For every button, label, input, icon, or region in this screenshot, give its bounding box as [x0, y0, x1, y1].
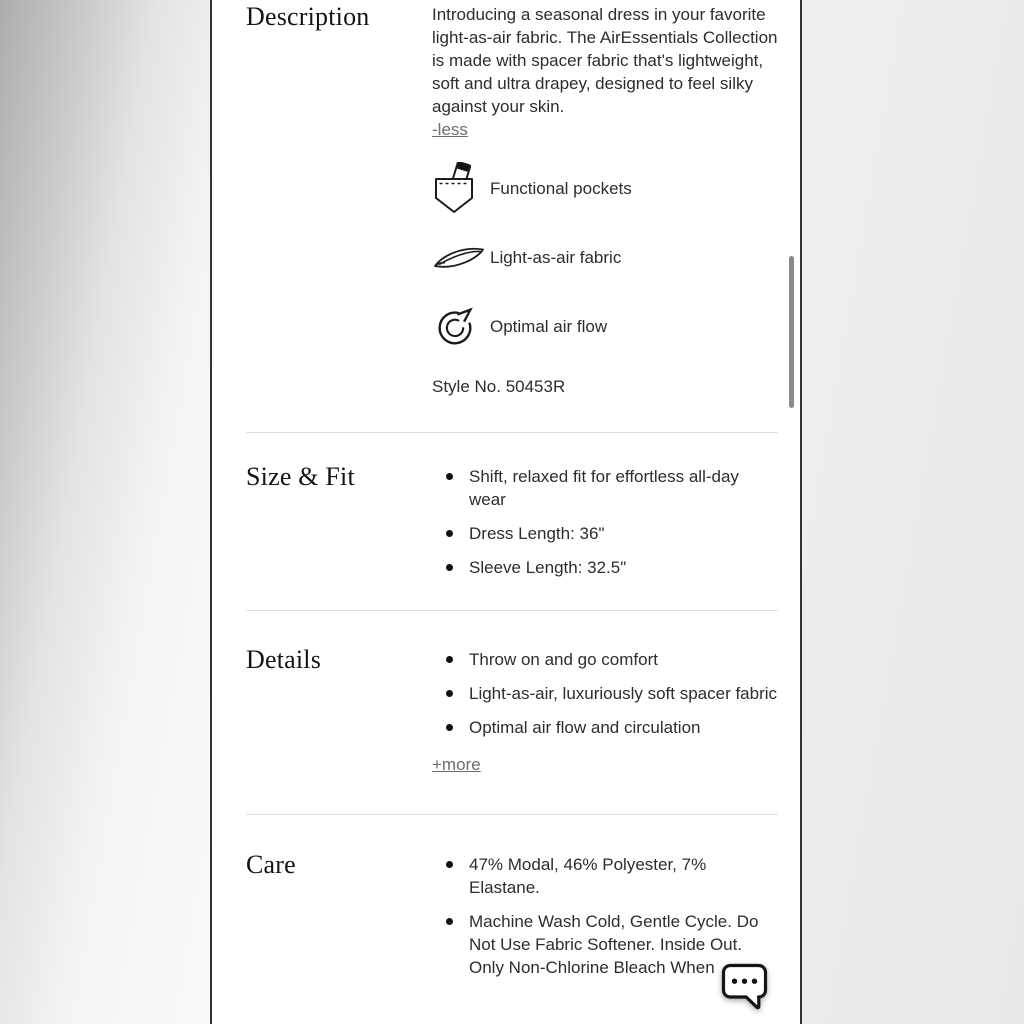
style-number: Style No. 50453R — [432, 377, 566, 396]
description-section — [212, 0, 800, 433]
list-item: Light-as-air, luxuriously soft spacer fabric — [432, 682, 778, 705]
feature-label: Optimal air flow — [490, 317, 608, 336]
scrollbar-thumb[interactable] — [789, 256, 794, 408]
list-item: Sleeve Length: 32.5" — [432, 556, 778, 579]
care-heading: Care — [246, 850, 296, 879]
size-fit-heading: Size & Fit — [246, 462, 355, 491]
size-fit-section — [212, 433, 800, 611]
size-fit-list — [432, 465, 778, 579]
feature-list — [432, 163, 778, 353]
care-section — [212, 815, 800, 979]
description-heading: Description — [246, 2, 370, 31]
details-heading: Details — [246, 645, 322, 674]
description-text: Introducing a seasonal dress in your favorite light-as-air fabric. The AirEssentials Collection is made with spacer fabric that's lightweight, soft and ultra drapey, designed to feel silky against your skin. — [432, 5, 778, 116]
details-list — [432, 648, 778, 739]
details-section — [212, 611, 800, 815]
list-item: 47% Modal, 46% Polyester, 7% Elastane. — [432, 853, 778, 899]
feature-label: Functional pockets — [490, 179, 632, 198]
list-item: Optimal air flow and circulation — [432, 716, 778, 739]
feature-functional-pockets — [432, 163, 778, 215]
list-item: Dress Length: 36" — [432, 522, 778, 545]
pocket-icon — [432, 162, 490, 216]
feature-light-as-air — [432, 232, 778, 284]
product-details-panel — [210, 0, 802, 1024]
list-item: Machine Wash Cold, Gentle Cycle. Do Not Use Fabric Softener. Inside Out. Only Non-Chlorine Bleach When — [432, 910, 778, 979]
less-link[interactable]: -less — [432, 120, 468, 139]
more-link[interactable]: +more — [432, 755, 481, 774]
list-item: Throw on and go comfort — [432, 648, 778, 671]
feature-label: Light-as-air fabric — [490, 248, 622, 267]
list-item: Shift, relaxed fit for effortless all-day wear — [432, 465, 778, 511]
feature-air-flow — [432, 301, 778, 353]
air-flow-icon — [432, 304, 490, 350]
chat-dots-icon — [714, 1000, 772, 1017]
feather-icon — [432, 243, 490, 273]
chat-button[interactable] — [714, 961, 772, 1013]
